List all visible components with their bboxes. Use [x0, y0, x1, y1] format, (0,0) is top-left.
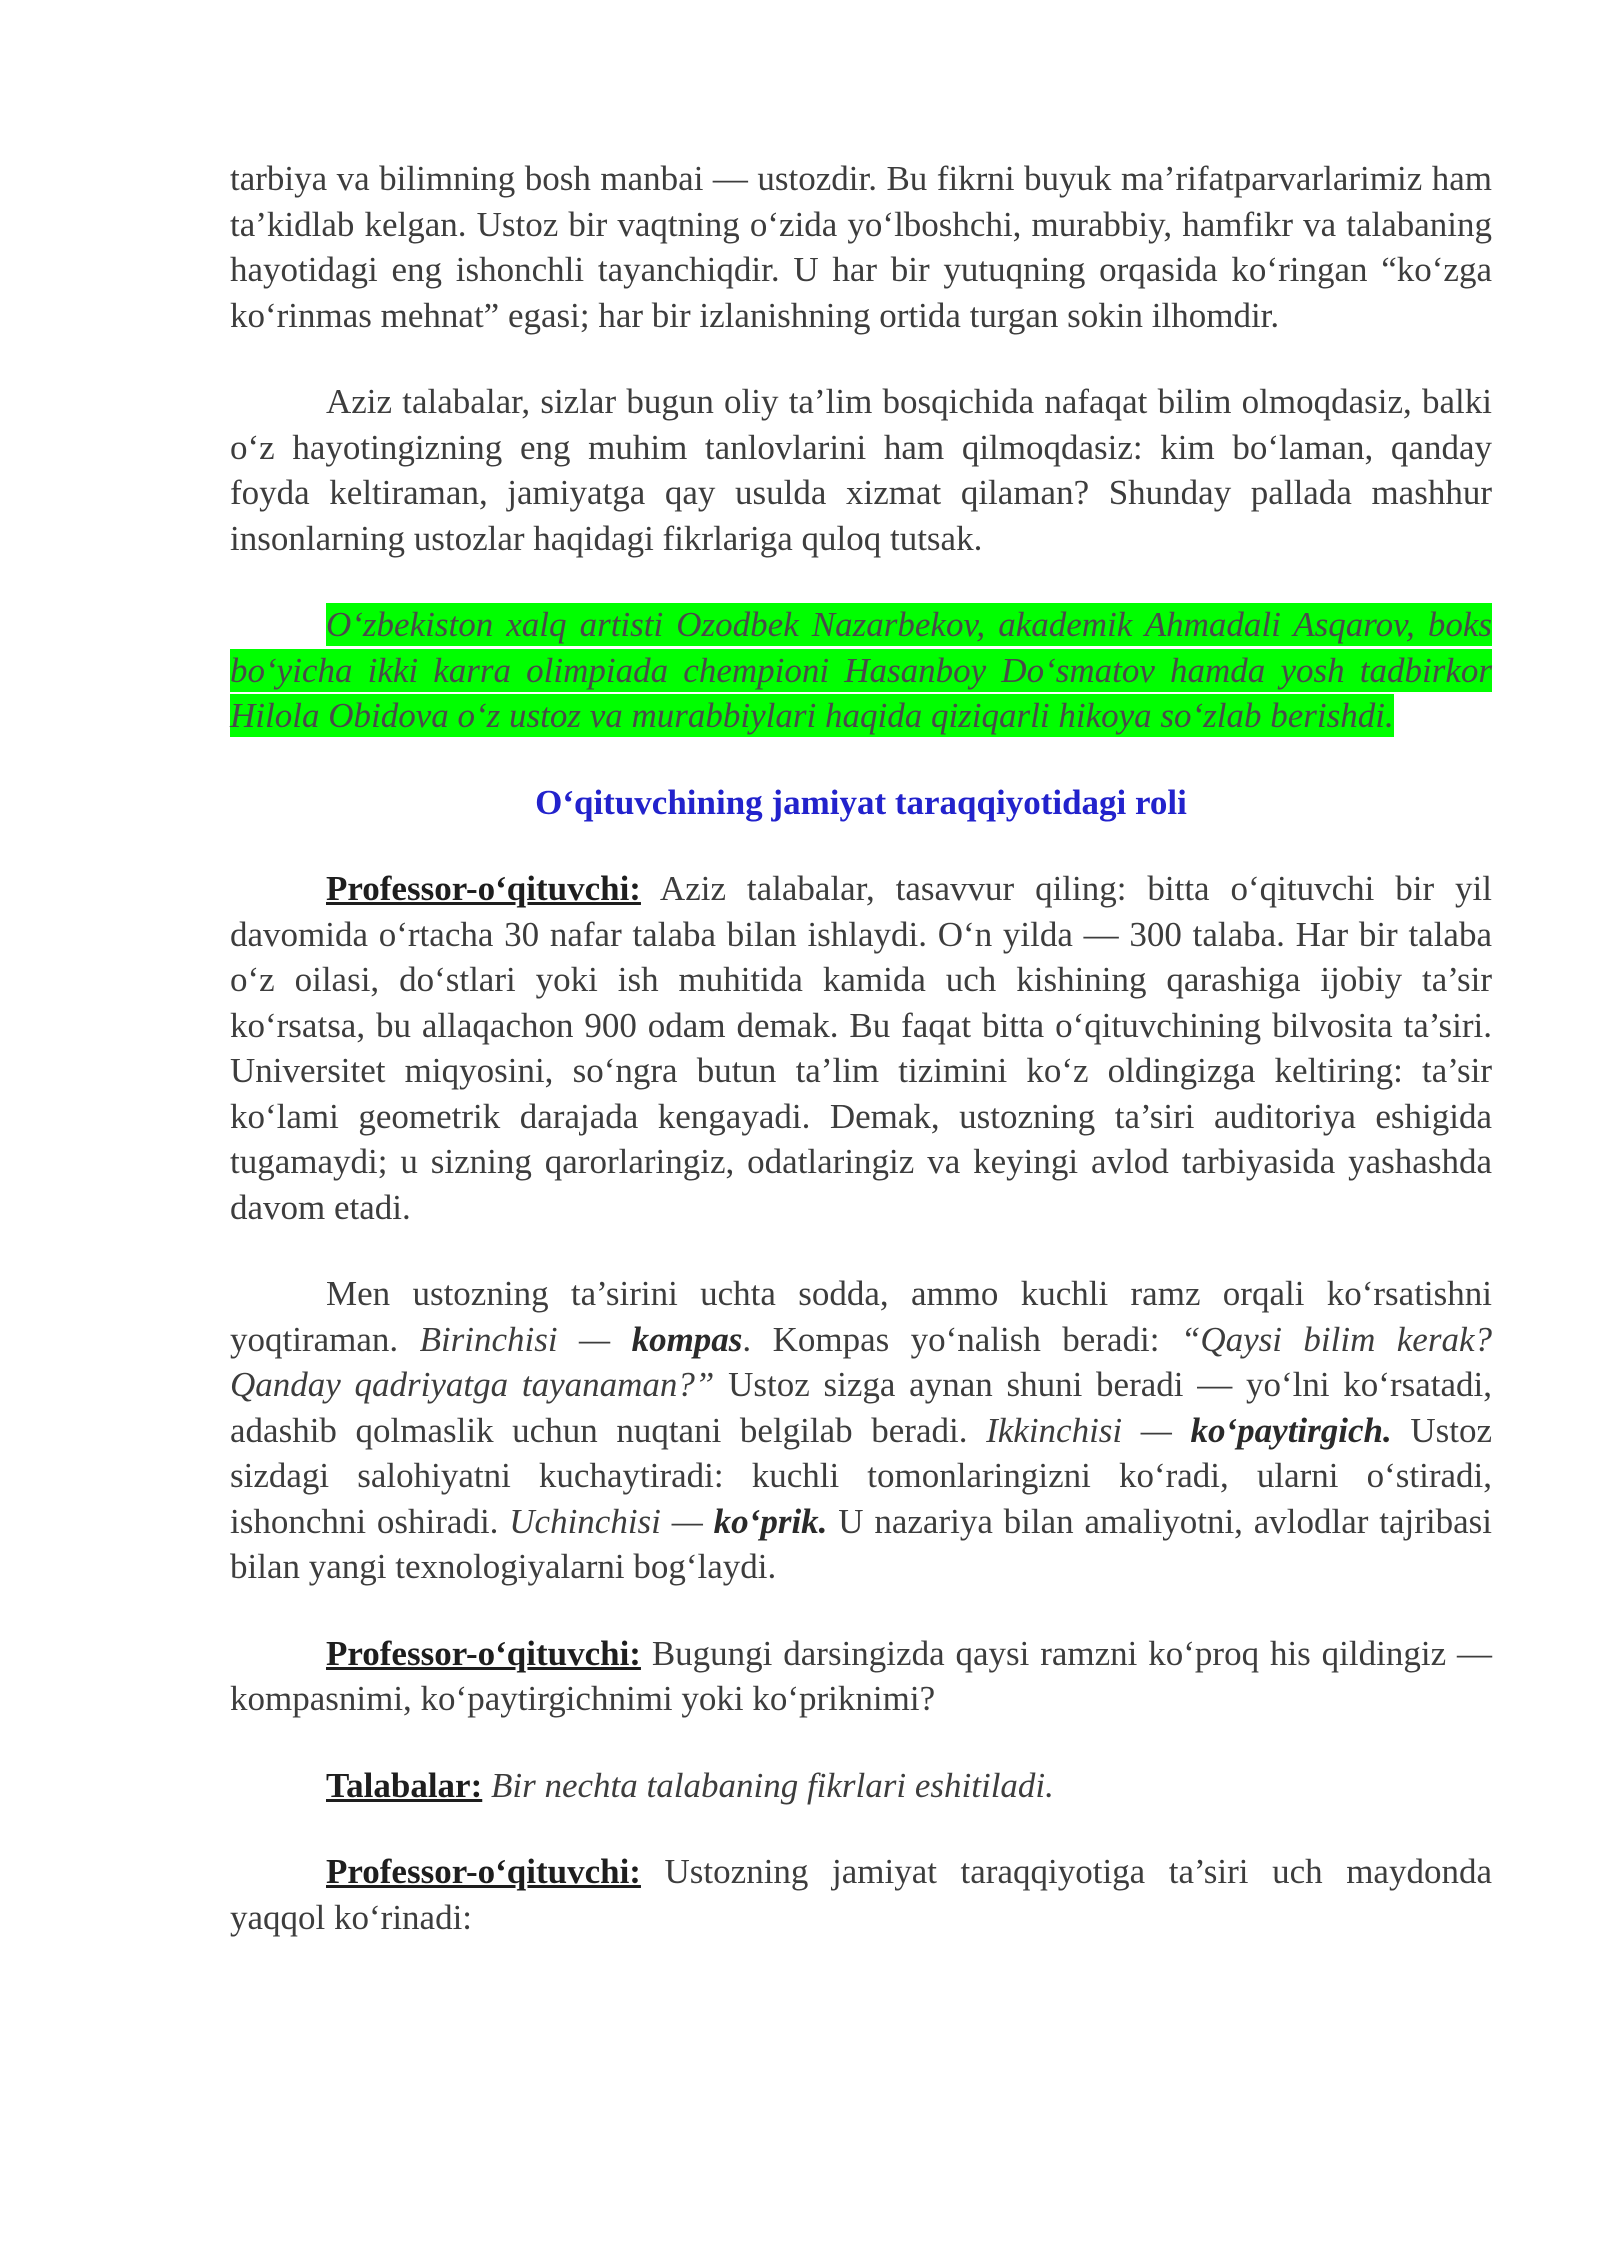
bridge-term: ko‘prik.	[713, 1501, 828, 1541]
spacer	[230, 825, 1492, 866]
students-response: Bir nechta talabaning fikrlari eshitiladi.	[482, 1765, 1054, 1805]
third-label: Uchinchisi —	[509, 1501, 714, 1541]
symbols-intro: Men ustozning ta’sirini uchta sodda, ammo kuchli ramz orqali ko‘rsatishni yoqtiraman.	[230, 1274, 1492, 1359]
speaker-label: Professor-o‘qituvchi:	[326, 1633, 641, 1673]
section-heading: O‘qituvchining jamiyat taraqqiyotidagi roli	[535, 782, 1187, 822]
students-block	[230, 1763, 1492, 1809]
professor-block-1	[230, 866, 1492, 1230]
spacer	[230, 1590, 1492, 1631]
bridge-text: U nazariya bilan amaliyotni, avlodlar tajribasi bilan yangi texnologiyalarni bog‘laydi.	[230, 1501, 1492, 1586]
multiplier-text: Ustoz sizdagi salohiyatni kuchaytiradi: kuchli tomonlaringizni ko‘radi, ularni o‘stiradi, ishonchni oshiradi.	[230, 1410, 1492, 1541]
speech-text: Aziz talabalar, tasavvur qiling: bitta o‘qituvchi bir yil davomida o‘rtacha 30 nafar talaba bilan ishlaydi. O‘n yilda — 300 talaba. Har bir talaba o‘z oilasi, do‘stlari yoki ish muhitida kamida uch kishining qarashiga ijobiy ta’sir ko‘rsatsa, bu allaqachon 900 odam demak. Bu faqat bitta o‘qituvchining bilvosita ta’siri. Universitet miqyosini, so‘ngra butun ta’lim tizimini ko‘z oldingizga keltiring: ta’sir ko‘lami geometrik darajada kengayadi. Demak, ustozning ta’siri auditoriya eshigida tugamaydi; u sizning qarorlaringiz, odatlaringiz va keyingi avlod tarbiyasida yashashda davom etadi.	[230, 869, 1492, 1227]
compass-quote: “Qaysi bilim kerak? Qanday qadriyatga tayanaman?”	[230, 1319, 1492, 1404]
second-label: Ikkinchisi —	[986, 1410, 1191, 1450]
professor-block-3	[230, 1849, 1492, 1940]
compass-term: kompas	[631, 1319, 743, 1359]
intro-paragraph: tarbiya va bilimning bosh manbai — ustozdir. Bu fikrni buyuk ma’rifatparvarlarimiz ham ta’kidlab kelgan. Ustoz bir vaqtning o‘zida yo‘lboshchi, murabbiy, hamfikr va talabaning hayotidagi eng ishonchli tayanchiqdir. U har bir yutuqning orqasida ko‘ringan “ko‘zga ko‘rinmas mehnat” egasi; har bir izlanishning ortida turgan sokin ilhomdir.	[230, 159, 1492, 335]
first-label: Birinchisi —	[419, 1319, 632, 1359]
spacer	[230, 561, 1492, 602]
spacer	[230, 1722, 1492, 1763]
students-paragraph: Aziz talabalar, sizlar bugun oliy ta’lim bosqichida nafaqat bilim olmoqdasiz, balki o‘z hayotingizning eng muhim tanlovlarini ham qilmoqdasiz: kim bo‘laman, qanday foyda keltiraman, jamiyatga qay usulda xizmat qilaman? Shunday pallada mashhur insonlarning ustozlar haqidagi fikrlariga quloq tutsak.	[230, 382, 1492, 558]
highlighted-text: O‘zbekiston xalq artisti Ozodbek Nazarbekov, akademik Ahmadali Asqarov, boks bo‘yicha ikki karra olimpiada chempioni Hasanboy Do‘smatov hamda yosh tadbirkor Hilola Obidova o‘z ustoz va murabbiylari haqida qiziqarli hikoya so‘zlab berishdi.	[230, 605, 1492, 735]
highlighted-paragraph	[230, 602, 1492, 739]
compass-text: . Kompas yo‘nalish beradi:	[742, 1319, 1181, 1359]
professor-block-2	[230, 1631, 1492, 1722]
multiplier-term: ko‘paytirgich.	[1190, 1410, 1392, 1450]
speaker-label: Professor-o‘qituvchi:	[326, 869, 641, 908]
speech-text: Ustozning jamiyat taraqqiyotiga ta’siri uch maydonda yaqqol ko‘rinadi:	[230, 1852, 1492, 1937]
speaker-label: Professor-o‘qituvchi:	[326, 1852, 641, 1891]
spacer	[230, 739, 1492, 780]
spacer	[230, 1808, 1492, 1849]
spacer	[230, 338, 1492, 379]
symbols-paragraph	[230, 1271, 1492, 1590]
document-page	[230, 156, 1492, 1940]
speaker-label: Talabalar:	[326, 1765, 483, 1805]
speech-text: Bugungi darsingizda qaysi ramzni ko‘proq his qildingiz — kompasnimi, ko‘paytirgichnimi yoki ko‘priknimi?	[230, 1633, 1492, 1718]
spacer	[230, 1230, 1492, 1271]
compass-explanation: Ustoz sizga aynan shuni beradi — yo‘lni ko‘rsatadi, adashib qolmaslik uchun nuqtani belgilab beradi.	[230, 1365, 1492, 1450]
